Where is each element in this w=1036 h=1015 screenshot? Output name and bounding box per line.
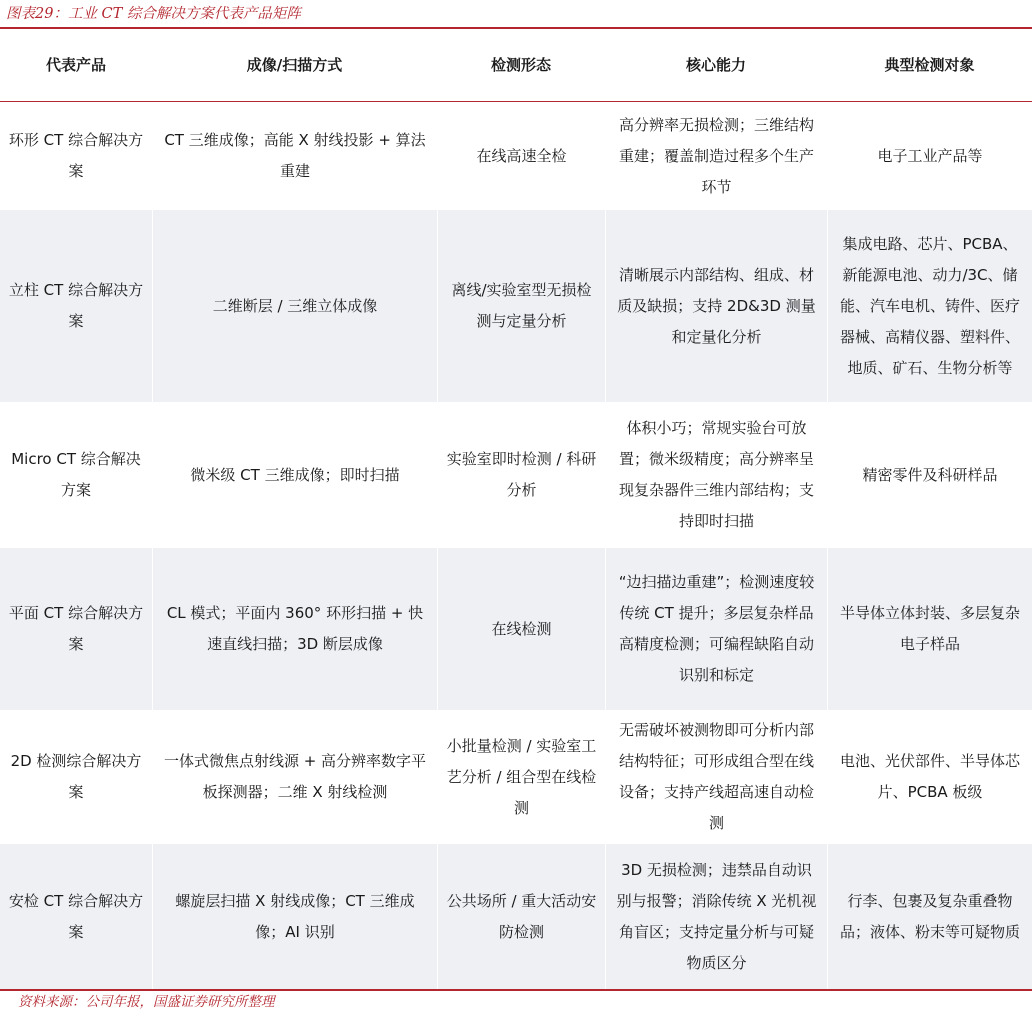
product-cell: 平面 CT 综合解决方案 xyxy=(8,604,144,653)
table-row xyxy=(0,710,1032,844)
imaging-cell: 二维断层 / 三维立体成像 xyxy=(152,210,437,402)
table-row xyxy=(0,548,1032,710)
capability-cell: 3D 无损检测；违禁品自动识别与报警；消除传统 X 光机视角盲区；支持定量分析与可疑物质区分 xyxy=(605,844,827,989)
product-cell: Micro CT 综合解决方案 xyxy=(11,450,141,499)
capability-cell: 清晰展示内部结构、组成、材质及缺损；支持 2D&3D 测量和定量化分析 xyxy=(605,210,827,402)
imaging-cell: 一体式微焦点射线源 + 高分辨率数字平板探测器；二维 X 射线检测 xyxy=(152,710,437,844)
header-imaging: 成像/扫描方式 xyxy=(246,55,343,74)
objects-cell: 集成电路、芯片、PCBA、新能源电池、动力/3C、储能、汽车电机、铸件、医疗器械、高精仪器、塑料件、地质、矿石、生物分析等 xyxy=(827,210,1032,402)
header-form: 检测形态 xyxy=(490,55,551,74)
table-row xyxy=(0,102,1032,210)
capability-cell: 体积小巧；常规实验台可放置；微米级精度；高分辨率呈现复杂器件三维内部结构；支持即时扫描 xyxy=(605,402,827,548)
capability-cell: 无需破坏被测物即可分析内部结构特征；可形成组合型在线设备；支持产线超高速自动检测 xyxy=(605,710,827,844)
product-cell: 安检 CT 综合解决方案 xyxy=(8,891,144,941)
objects-cell: 电子工业产品等 xyxy=(827,102,1032,210)
form-cell: 实验室即时检测 / 科研分析 xyxy=(437,402,605,548)
header-product: 代表产品 xyxy=(45,55,106,74)
objects-cell: 精密零件及科研样品 xyxy=(827,402,1032,548)
form-cell: 小批量检测 / 实验室工艺分析 / 组合型在线检测 xyxy=(437,710,605,844)
product-matrix-table xyxy=(0,29,1032,989)
form-cell: 公共场所 / 重大活动安防检测 xyxy=(437,844,605,989)
imaging-cell: CT 三维成像；高能 X 射线投影 + 算法重建 xyxy=(152,102,437,210)
table-row xyxy=(0,210,1032,402)
objects-cell: 半导体立体封装、多层复杂电子样品 xyxy=(827,548,1032,710)
imaging-cell: 螺旋层扫描 X 射线成像；CT 三维成像；AI 识别 xyxy=(152,844,437,989)
objects-cell: 电池、光伏部件、半导体芯片、PCBA 板级 xyxy=(827,710,1032,844)
product-cell: 环形 CT 综合解决方案 xyxy=(8,131,144,180)
form-cell: 在线检测 xyxy=(437,548,605,710)
imaging-cell: 微米级 CT 三维成像；即时扫描 xyxy=(152,402,437,548)
source-note: 资料来源：公司年报，国盛证券研究所整理 xyxy=(18,994,275,1010)
product-cell: 立柱 CT 综合解决方案 xyxy=(8,281,144,330)
table-row xyxy=(0,844,1032,989)
table-header-row xyxy=(0,29,1032,102)
form-cell: 离线/实验室型无损检测与定量分析 xyxy=(437,210,605,402)
table-row xyxy=(0,402,1032,548)
capability-cell: “边扫描边重建”；检测速度较传统 CT 提升；多层复杂样品高精度检测；可编程缺陷自动识别和标定 xyxy=(605,548,827,710)
objects-cell: 行李、包裹及复杂重叠物品；液体、粉末等可疑物质 xyxy=(827,844,1032,989)
imaging-cell: CL 模式；平面内 360° 环形扫描 + 快速直线扫描；3D 断层成像 xyxy=(152,548,437,710)
header-capability: 核心能力 xyxy=(685,55,746,74)
header-objects: 典型检测对象 xyxy=(884,55,975,74)
product-cell: 2D 检测综合解决方案 xyxy=(10,752,142,801)
capability-cell: 高分辨率无损检测；三维结构重建；覆盖制造过程多个生产环节 xyxy=(605,102,827,210)
bottom-rule xyxy=(0,989,1032,991)
form-cell: 在线高速全检 xyxy=(437,102,605,210)
figure-title: 图表29：工业 CT 综合解决方案代表产品矩阵 xyxy=(6,6,301,22)
